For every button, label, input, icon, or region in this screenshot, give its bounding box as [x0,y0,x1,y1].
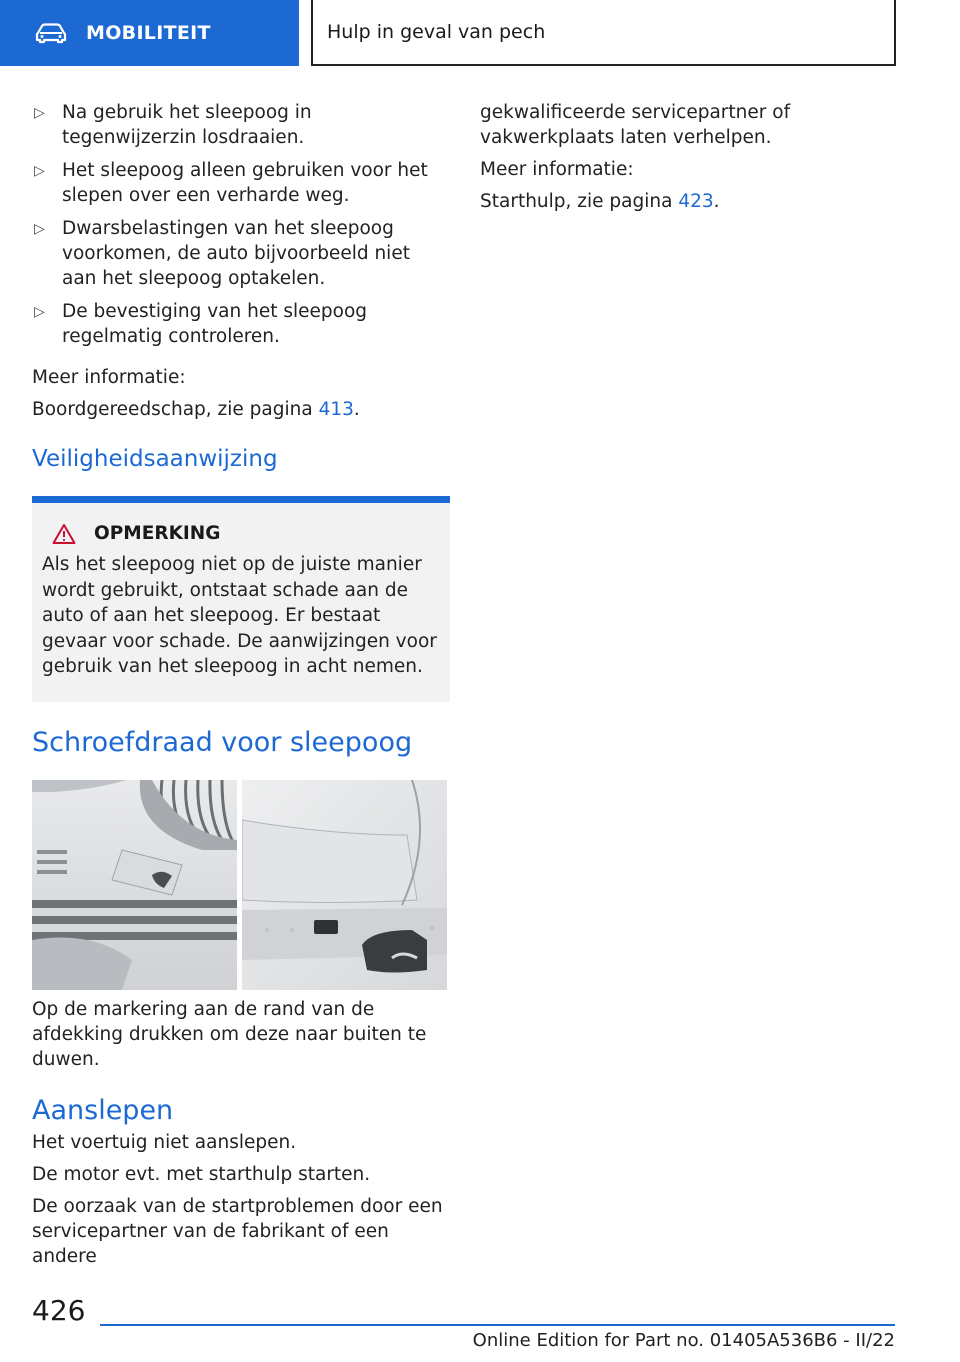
list-item: ▷ De bevestiging van het sleepoog regelmatig controleren. [34,301,368,347]
section-tab [0,0,299,66]
page-title-box [311,0,896,66]
car-icon [34,22,68,44]
page-number: 426 [32,1294,86,1327]
footer-divider [100,1324,895,1326]
towing-line: De oorzaak van de startproblemen door een servicepartner van de fabrikant of een andere [32,1195,443,1267]
cross-reference: Boordgereedschap, zie pagina 413. [32,399,360,420]
triangle-bullet-icon: ▷ [34,304,45,320]
page-title: Hulp in geval van pech [327,21,546,43]
list-item: ▷ Het sleepoog alleen gebruiken voor het slepen over een verharde weg. [34,160,428,206]
page-link-413[interactable]: 413 [318,399,354,420]
notice-title: OPMERKING [94,523,221,544]
bullet-list [32,100,450,349]
towing-line: De motor evt. met starthulp starten. [32,1163,371,1185]
triangle-bullet-icon: ▷ [34,163,45,179]
more-info-label: Meer informatie: [32,367,186,388]
triangle-bullet-icon: ▷ [34,221,45,237]
list-item: ▷ Na gebruik het sleepoog in tegenwijzerzin losdraaien. [34,102,312,148]
right-column [480,100,900,214]
towing-line: Het voertuig niet aanslepen. [32,1131,297,1153]
warning-triangle-icon [52,523,76,545]
notice-header [42,521,438,546]
notice-box [32,496,450,702]
towing-heading: Aanslepen [32,1094,174,1126]
page-link-423[interactable]: 423 [678,191,714,212]
more-info-label: Meer informatie: [480,159,634,180]
triangle-bullet-icon: ▷ [34,105,45,121]
cross-reference: Starthulp, zie pagina 423. [480,191,720,212]
photo-caption: Op de markering aan de rand van de afdekking drukken om deze naar buiten te duwen. [32,998,427,1070]
list-item: ▷ Dwarsbelastingen van het sleepoog voorkomen, de auto bijvoorbeeld niet aan het sleepoog optakelen. [34,218,410,289]
section-label: MOBILITEIT [86,22,211,44]
thread-heading: Schroefdraad voor sleepoog [32,726,413,758]
safety-heading: Veiligheidsaanwijzing [32,446,278,472]
tow-eye-cover-photo [32,780,447,990]
continuation-text: gekwalificeerde servicepartner of vakwerkplaats laten verhelpen. [480,102,791,148]
notice-body: Als het sleepoog niet op de juiste manier wordt gebruikt, ontstaat schade aan de auto of aan het sleepoog. Er bestaat gevaar voor schade. De aanwijzingen voor gebruik van het sleepoog in acht nemen. [42,554,437,677]
edition-info: Online Edition for Part no. 01405A536B6 - II/22 [472,1330,895,1351]
left-column [32,100,450,1269]
page-header [0,0,960,66]
